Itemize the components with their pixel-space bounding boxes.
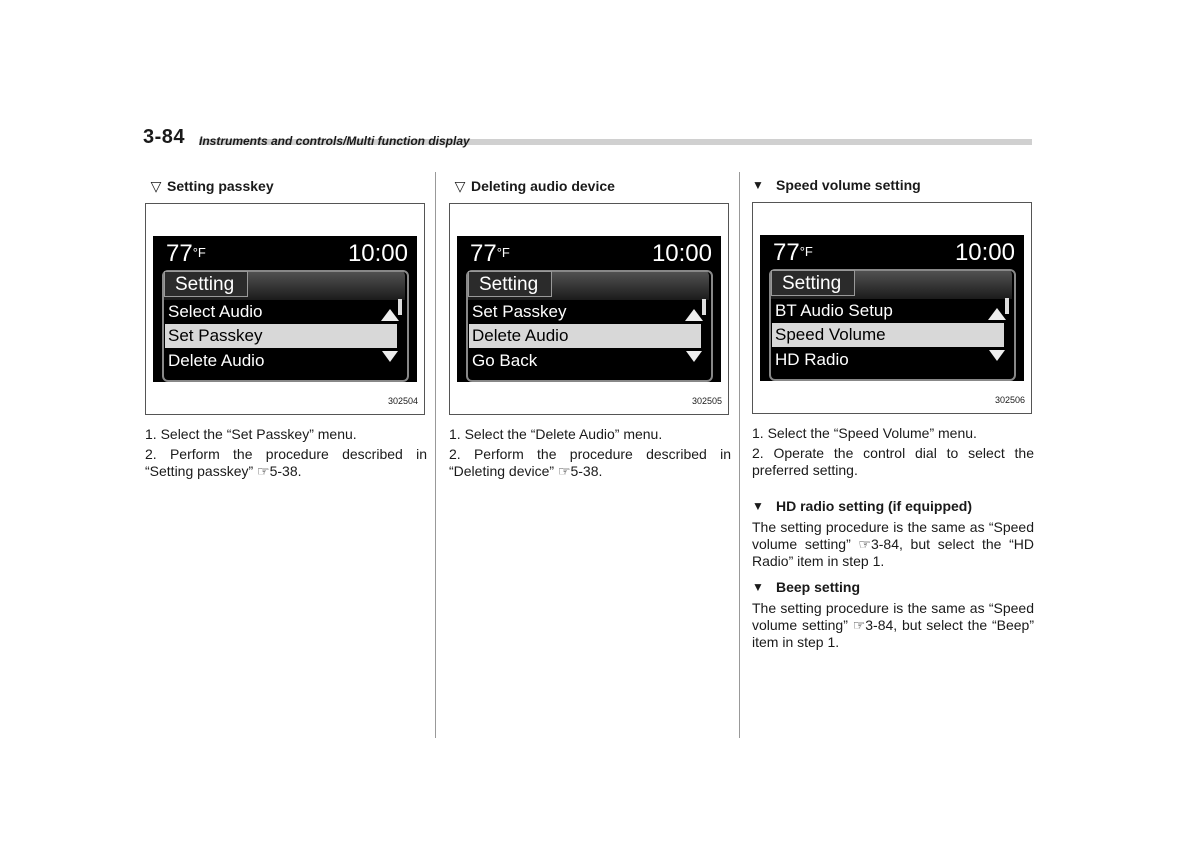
sub-heading-text: Setting passkey [167, 178, 274, 194]
scroll-up-icon [685, 309, 703, 321]
lcd-screen [153, 236, 417, 382]
page-number: 3-84 [143, 126, 186, 148]
temperature-readout: 77°F [166, 240, 206, 267]
figure-id: 302506 [994, 395, 1025, 405]
lcd-screen [760, 235, 1024, 381]
scroll-down-icon [382, 351, 398, 362]
menu-item: Delete Audio [168, 351, 265, 370]
column-divider [739, 172, 740, 738]
display-figure [145, 203, 425, 415]
menu-item: Set Passkey [472, 302, 567, 321]
menu-title: Setting [468, 271, 552, 297]
scroll-up-icon [988, 308, 1006, 320]
menu-item: Select Audio [168, 302, 263, 321]
menu-title: Setting [164, 271, 248, 297]
temperature-readout: 77°F [470, 240, 510, 267]
filled-triangle-icon: ▼ [752, 178, 764, 192]
sub-heading [752, 495, 1034, 517]
sub-heading [449, 175, 731, 197]
page-header [143, 126, 1032, 150]
display-figure [752, 202, 1032, 414]
step-text: 2. Perform the procedure described in “Deleting device” ☞5-38. [449, 446, 731, 479]
lcd-screen [457, 236, 721, 382]
step-text: 2. Operate the control dial to select the preferred setting. [752, 445, 1034, 478]
sub-heading-text: Beep setting [776, 579, 861, 595]
sub-heading-text: Speed volume setting [776, 177, 921, 193]
menu-item: HD Radio [775, 350, 849, 369]
sub-heading [752, 576, 1034, 598]
column-divider [435, 172, 436, 738]
filled-triangle-icon: ▼ [752, 499, 764, 513]
menu-item: Go Back [472, 351, 538, 370]
menu-item: BT Audio Setup [775, 301, 893, 320]
scroll-up-icon [381, 309, 399, 321]
open-triangle-icon: ▽ [150, 177, 162, 194]
sub-heading [752, 174, 1034, 196]
step-text: 1. Select the “Speed Volume” menu. [752, 425, 977, 441]
scroll-down-icon [686, 351, 702, 362]
menu-item-selected: Speed Volume [772, 323, 1004, 347]
clock-readout: 10:00 [347, 240, 408, 267]
menu-item-selected: Delete Audio [469, 324, 701, 348]
step-text: 2. Perform the procedure described in “Setting passkey” ☞5-38. [145, 446, 427, 479]
section-title: Instruments and controls/Multi function display [199, 134, 470, 148]
column-speed-volume-setting [752, 174, 1034, 651]
sub-heading-text: HD radio setting (if equipped) [776, 498, 972, 514]
display-figure [449, 203, 729, 415]
figure-id: 302505 [691, 396, 722, 406]
clock-readout: 10:00 [954, 239, 1015, 266]
figure-id: 302504 [387, 396, 418, 406]
filled-triangle-icon: ▼ [752, 580, 764, 594]
body-text: The setting procedure is the same as “Speed volume setting” ☞3-84, but select the “HD Radio” item in step 1. [752, 519, 1034, 569]
step-text: 1. Select the “Set Passkey” menu. [145, 426, 357, 442]
column-deleting-audio-device [449, 175, 731, 480]
sub-heading-text: Deleting audio device [471, 178, 615, 194]
step-text: 1. Select the “Delete Audio” menu. [449, 426, 663, 442]
menu-title: Setting [771, 270, 855, 296]
temperature-readout: 77°F [773, 239, 813, 266]
sub-heading [145, 175, 427, 197]
column-setting-passkey [145, 175, 427, 480]
clock-readout: 10:00 [651, 240, 712, 267]
menu-item-selected: Set Passkey [165, 324, 397, 348]
scroll-down-icon [989, 350, 1005, 361]
open-triangle-icon: ▽ [454, 177, 466, 194]
body-text: The setting procedure is the same as “Speed volume setting” ☞3-84, but select the “Beep” item in step 1. [752, 600, 1034, 650]
